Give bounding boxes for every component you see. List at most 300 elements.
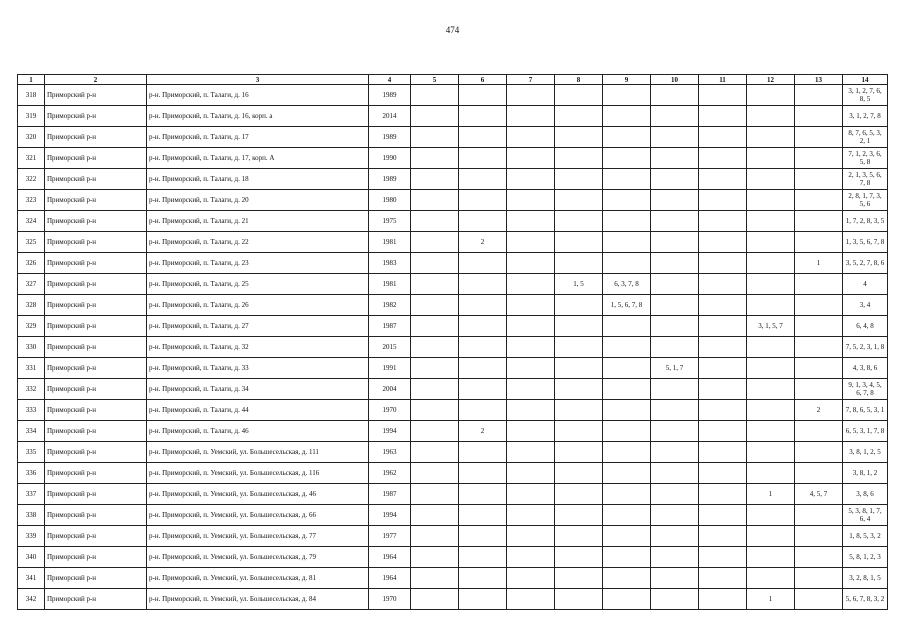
district-cell: Приморский р-н — [45, 568, 147, 589]
column-header-5: 5 — [411, 75, 459, 85]
address-cell: р-н. Приморский, п. Талаги, д. 25 — [147, 274, 369, 295]
col12-cell — [747, 85, 795, 106]
priority-cell: 3, 8, 1, 2, 5 — [843, 442, 888, 463]
col5-cell — [411, 400, 459, 421]
col13-cell: 2 — [795, 400, 843, 421]
col9-cell — [603, 505, 651, 526]
address-cell: р-н. Приморский, п. Талаги, д. 44 — [147, 400, 369, 421]
col11-cell — [699, 463, 747, 484]
column-header-3: 3 — [147, 75, 369, 85]
year-cell: 1977 — [369, 526, 411, 547]
row-number-cell: 330 — [18, 337, 45, 358]
district-cell: Приморский р-н — [45, 400, 147, 421]
col13-cell — [795, 169, 843, 190]
col7-cell — [507, 358, 555, 379]
district-cell: Приморский р-н — [45, 211, 147, 232]
address-cell: р-н. Приморский, п. Уемский, ул. Большесельская, д. 79 — [147, 547, 369, 568]
col11-cell — [699, 190, 747, 211]
col12-cell — [747, 463, 795, 484]
col11-cell — [699, 337, 747, 358]
col10-cell — [651, 442, 699, 463]
col13-cell — [795, 442, 843, 463]
col6-cell — [459, 337, 507, 358]
year-cell: 1962 — [369, 463, 411, 484]
district-cell: Приморский р-н — [45, 106, 147, 127]
col10-cell — [651, 379, 699, 400]
table-row — [18, 337, 888, 358]
col9-cell — [603, 358, 651, 379]
table-row — [18, 85, 888, 106]
col9-cell — [603, 568, 651, 589]
col5-cell — [411, 211, 459, 232]
col12-cell: 1 — [747, 484, 795, 505]
priority-cell: 3, 8, 6 — [843, 484, 888, 505]
col13-cell — [795, 211, 843, 232]
address-cell: р-н. Приморский, п. Талаги, д. 34 — [147, 379, 369, 400]
col6-cell — [459, 253, 507, 274]
col6-cell — [459, 379, 507, 400]
row-number-cell: 334 — [18, 421, 45, 442]
col5-cell — [411, 358, 459, 379]
col8-cell — [555, 568, 603, 589]
col13-cell — [795, 316, 843, 337]
col6-cell — [459, 568, 507, 589]
col11-cell — [699, 274, 747, 295]
year-cell: 1980 — [369, 190, 411, 211]
col12-cell — [747, 295, 795, 316]
col8-cell — [555, 211, 603, 232]
col13-cell — [795, 379, 843, 400]
col12-cell — [747, 568, 795, 589]
col12-cell — [747, 211, 795, 232]
row-number-cell: 327 — [18, 274, 45, 295]
col11-cell — [699, 127, 747, 148]
col8-cell — [555, 400, 603, 421]
priority-cell: 7, 5, 2, 3, 1, 8 — [843, 337, 888, 358]
col13-cell: 1 — [795, 253, 843, 274]
address-cell: р-н. Приморский, п. Талаги, д. 26 — [147, 295, 369, 316]
row-number-cell: 332 — [18, 379, 45, 400]
col10-cell — [651, 127, 699, 148]
priority-cell: 1, 8, 5, 3, 2 — [843, 526, 888, 547]
year-cell: 1981 — [369, 274, 411, 295]
col8-cell — [555, 421, 603, 442]
col7-cell — [507, 190, 555, 211]
year-cell: 1991 — [369, 358, 411, 379]
row-number-cell: 335 — [18, 442, 45, 463]
col8-cell — [555, 169, 603, 190]
col7-cell — [507, 106, 555, 127]
col9-cell — [603, 400, 651, 421]
table-row — [18, 379, 888, 400]
priority-cell: 6, 5, 3, 1, 7, 8 — [843, 421, 888, 442]
col6-cell — [459, 295, 507, 316]
col6-cell — [459, 463, 507, 484]
col11-cell — [699, 211, 747, 232]
address-cell: р-н. Приморский, п. Талаги, д. 20 — [147, 190, 369, 211]
col13-cell — [795, 274, 843, 295]
col9-cell — [603, 253, 651, 274]
priority-cell: 4 — [843, 274, 888, 295]
col5-cell — [411, 505, 459, 526]
col13-cell — [795, 505, 843, 526]
page-number: 474 — [445, 25, 460, 35]
row-number-cell: 331 — [18, 358, 45, 379]
col8-cell — [555, 295, 603, 316]
table-row — [18, 211, 888, 232]
col13-cell — [795, 295, 843, 316]
column-header-10: 10 — [651, 75, 699, 85]
district-cell: Приморский р-н — [45, 337, 147, 358]
table-row — [18, 127, 888, 148]
address-cell: р-н. Приморский, п. Уемский, ул. Большесельская, д. 66 — [147, 505, 369, 526]
column-header-2: 2 — [45, 75, 147, 85]
col9-cell — [603, 547, 651, 568]
col11-cell — [699, 400, 747, 421]
col9-cell — [603, 442, 651, 463]
col12-cell: 3, 1, 5, 7 — [747, 316, 795, 337]
col6-cell — [459, 505, 507, 526]
col11-cell — [699, 169, 747, 190]
col10-cell — [651, 589, 699, 610]
column-header-11: 11 — [699, 75, 747, 85]
year-cell: 2014 — [369, 106, 411, 127]
col13-cell — [795, 85, 843, 106]
row-number-cell: 333 — [18, 400, 45, 421]
district-cell: Приморский р-н — [45, 379, 147, 400]
priority-cell: 8, 7, 6, 5, 3, 2, 1 — [843, 127, 888, 148]
table-body — [18, 85, 888, 610]
table-row — [18, 253, 888, 274]
col10-cell — [651, 526, 699, 547]
col10-cell — [651, 400, 699, 421]
col8-cell — [555, 337, 603, 358]
table-row — [18, 505, 888, 526]
col6-cell — [459, 589, 507, 610]
col5-cell — [411, 337, 459, 358]
col10-cell — [651, 148, 699, 169]
col6-cell — [459, 127, 507, 148]
priority-cell: 3, 2, 8, 1, 5 — [843, 568, 888, 589]
address-cell: р-н. Приморский, п. Уемский, ул. Большесельская, д. 116 — [147, 463, 369, 484]
col12-cell — [747, 547, 795, 568]
table-row — [18, 400, 888, 421]
table-row — [18, 148, 888, 169]
header-row — [18, 75, 888, 85]
col8-cell — [555, 463, 603, 484]
priority-cell: 3, 1, 2, 7, 8 — [843, 106, 888, 127]
col10-cell — [651, 337, 699, 358]
col10-cell — [651, 484, 699, 505]
col13-cell — [795, 106, 843, 127]
col6-cell — [459, 484, 507, 505]
district-cell: Приморский р-н — [45, 295, 147, 316]
table-row — [18, 568, 888, 589]
col7-cell — [507, 379, 555, 400]
col11-cell — [699, 547, 747, 568]
district-cell: Приморский р-н — [45, 85, 147, 106]
col5-cell — [411, 190, 459, 211]
column-header-13: 13 — [795, 75, 843, 85]
col12-cell — [747, 190, 795, 211]
year-cell: 1982 — [369, 295, 411, 316]
district-cell: Приморский р-н — [45, 358, 147, 379]
table-row — [18, 169, 888, 190]
col9-cell — [603, 127, 651, 148]
column-header-7: 7 — [507, 75, 555, 85]
col12-cell — [747, 127, 795, 148]
col10-cell — [651, 505, 699, 526]
col11-cell — [699, 295, 747, 316]
col8-cell — [555, 148, 603, 169]
col8-cell: 1, 5 — [555, 274, 603, 295]
district-cell: Приморский р-н — [45, 232, 147, 253]
year-cell: 1990 — [369, 148, 411, 169]
row-number-cell: 321 — [18, 148, 45, 169]
col13-cell: 4, 5, 7 — [795, 484, 843, 505]
table-row — [18, 106, 888, 127]
col12-cell — [747, 358, 795, 379]
col13-cell — [795, 547, 843, 568]
column-header-4: 4 — [369, 75, 411, 85]
col8-cell — [555, 316, 603, 337]
year-cell: 1975 — [369, 211, 411, 232]
col12-cell: 1 — [747, 589, 795, 610]
col6-cell — [459, 316, 507, 337]
col5-cell — [411, 274, 459, 295]
table-row — [18, 316, 888, 337]
table-row — [18, 295, 888, 316]
priority-cell: 2, 1, 3, 5, 6, 7, 8 — [843, 169, 888, 190]
col6-cell — [459, 169, 507, 190]
col9-cell — [603, 190, 651, 211]
address-cell: р-н. Приморский, п. Талаги, д. 18 — [147, 169, 369, 190]
col6-cell — [459, 400, 507, 421]
col11-cell — [699, 589, 747, 610]
col9-cell — [603, 589, 651, 610]
col11-cell — [699, 358, 747, 379]
column-header-8: 8 — [555, 75, 603, 85]
priority-cell: 7, 8, 6, 5, 3, 1 — [843, 400, 888, 421]
district-cell: Приморский р-н — [45, 463, 147, 484]
col7-cell — [507, 295, 555, 316]
row-number-cell: 326 — [18, 253, 45, 274]
table-row — [18, 589, 888, 610]
col11-cell — [699, 148, 747, 169]
col10-cell — [651, 190, 699, 211]
col13-cell — [795, 589, 843, 610]
district-cell: Приморский р-н — [45, 547, 147, 568]
district-cell: Приморский р-н — [45, 484, 147, 505]
col8-cell — [555, 358, 603, 379]
col6-cell: 2 — [459, 232, 507, 253]
col9-cell — [603, 421, 651, 442]
col10-cell — [651, 421, 699, 442]
table-row — [18, 484, 888, 505]
col7-cell — [507, 316, 555, 337]
district-cell: Приморский р-н — [45, 589, 147, 610]
address-cell: р-н. Приморский, п. Талаги, д. 33 — [147, 358, 369, 379]
year-cell: 1994 — [369, 421, 411, 442]
col13-cell — [795, 526, 843, 547]
col7-cell — [507, 463, 555, 484]
col7-cell — [507, 85, 555, 106]
year-cell: 1989 — [369, 85, 411, 106]
col11-cell — [699, 442, 747, 463]
table-row — [18, 274, 888, 295]
col11-cell — [699, 568, 747, 589]
col6-cell — [459, 358, 507, 379]
col6-cell — [459, 274, 507, 295]
row-number-cell: 339 — [18, 526, 45, 547]
priority-cell: 1, 7, 2, 8, 3, 5 — [843, 211, 888, 232]
address-cell: р-н. Приморский, п. Уемский, ул. Большесельская, д. 84 — [147, 589, 369, 610]
col7-cell — [507, 442, 555, 463]
table-row — [18, 442, 888, 463]
col12-cell — [747, 274, 795, 295]
priority-cell: 1, 3, 5, 6, 7, 8 — [843, 232, 888, 253]
address-cell: р-н. Приморский, п. Талаги, д. 16 — [147, 85, 369, 106]
col5-cell — [411, 484, 459, 505]
table-row — [18, 547, 888, 568]
col8-cell — [555, 127, 603, 148]
year-cell: 1963 — [369, 442, 411, 463]
col7-cell — [507, 526, 555, 547]
col11-cell — [699, 232, 747, 253]
col12-cell — [747, 379, 795, 400]
district-cell: Приморский р-н — [45, 190, 147, 211]
col8-cell — [555, 589, 603, 610]
col7-cell — [507, 421, 555, 442]
col6-cell — [459, 148, 507, 169]
col12-cell — [747, 505, 795, 526]
year-cell: 2004 — [369, 379, 411, 400]
housing-registry-table — [17, 74, 888, 610]
address-cell: р-н. Приморский, п. Уемский, ул. Большесельская, д. 111 — [147, 442, 369, 463]
col6-cell — [459, 442, 507, 463]
col11-cell — [699, 505, 747, 526]
col5-cell — [411, 379, 459, 400]
col8-cell — [555, 379, 603, 400]
col6-cell — [459, 85, 507, 106]
col6-cell — [459, 547, 507, 568]
district-cell: Приморский р-н — [45, 526, 147, 547]
col9-cell — [603, 337, 651, 358]
col9-cell — [603, 211, 651, 232]
row-number-cell: 323 — [18, 190, 45, 211]
priority-cell: 3, 1, 2, 7, 6, 8, 5 — [843, 85, 888, 106]
col9-cell: 6, 3, 7, 8 — [603, 274, 651, 295]
col5-cell — [411, 421, 459, 442]
row-number-cell: 325 — [18, 232, 45, 253]
year-cell: 1983 — [369, 253, 411, 274]
column-header-9: 9 — [603, 75, 651, 85]
row-number-cell: 320 — [18, 127, 45, 148]
year-cell: 1970 — [369, 589, 411, 610]
address-cell: р-н. Приморский, п. Талаги, д. 21 — [147, 211, 369, 232]
district-cell: Приморский р-н — [45, 148, 147, 169]
district-cell: Приморский р-н — [45, 127, 147, 148]
col8-cell — [555, 484, 603, 505]
col10-cell — [651, 253, 699, 274]
col8-cell — [555, 547, 603, 568]
col11-cell — [699, 421, 747, 442]
col13-cell — [795, 190, 843, 211]
row-number-cell: 322 — [18, 169, 45, 190]
col7-cell — [507, 211, 555, 232]
row-number-cell: 342 — [18, 589, 45, 610]
row-number-cell: 340 — [18, 547, 45, 568]
priority-cell: 3, 8, 1, 2 — [843, 463, 888, 484]
table-row — [18, 232, 888, 253]
year-cell: 1987 — [369, 316, 411, 337]
address-cell: р-н. Приморский, п. Уемский, ул. Большесельская, д. 81 — [147, 568, 369, 589]
col5-cell — [411, 442, 459, 463]
col9-cell — [603, 316, 651, 337]
col12-cell — [747, 253, 795, 274]
col7-cell — [507, 547, 555, 568]
table-row — [18, 463, 888, 484]
priority-cell: 5, 6, 7, 8, 3, 2 — [843, 589, 888, 610]
col11-cell — [699, 379, 747, 400]
col8-cell — [555, 526, 603, 547]
year-cell: 1964 — [369, 547, 411, 568]
col5-cell — [411, 253, 459, 274]
district-cell: Приморский р-н — [45, 169, 147, 190]
col10-cell — [651, 169, 699, 190]
priority-cell: 4, 3, 8, 6 — [843, 358, 888, 379]
col13-cell — [795, 568, 843, 589]
col8-cell — [555, 190, 603, 211]
col5-cell — [411, 232, 459, 253]
col5-cell — [411, 589, 459, 610]
col12-cell — [747, 526, 795, 547]
table-row — [18, 526, 888, 547]
col5-cell — [411, 316, 459, 337]
column-header-1: 1 — [18, 75, 45, 85]
col7-cell — [507, 253, 555, 274]
col12-cell — [747, 232, 795, 253]
col5-cell — [411, 568, 459, 589]
address-cell: р-н. Приморский, п. Талаги, д. 23 — [147, 253, 369, 274]
col5-cell — [411, 169, 459, 190]
priority-cell: 2, 8, 1, 7, 3, 5, 6 — [843, 190, 888, 211]
col11-cell — [699, 106, 747, 127]
priority-cell: 9, 1, 3, 4, 5, 6, 7, 8 — [843, 379, 888, 400]
col13-cell — [795, 421, 843, 442]
col8-cell — [555, 442, 603, 463]
priority-cell: 5, 3, 8, 1, 7, 6, 4 — [843, 505, 888, 526]
col13-cell — [795, 127, 843, 148]
year-cell: 1994 — [369, 505, 411, 526]
col9-cell — [603, 106, 651, 127]
column-header-14: 14 — [843, 75, 888, 85]
col13-cell — [795, 358, 843, 379]
col11-cell — [699, 253, 747, 274]
col7-cell — [507, 568, 555, 589]
col10-cell — [651, 547, 699, 568]
col7-cell — [507, 589, 555, 610]
district-cell: Приморский р-н — [45, 442, 147, 463]
col12-cell — [747, 442, 795, 463]
district-cell: Приморский р-н — [45, 274, 147, 295]
col6-cell — [459, 526, 507, 547]
col10-cell: 5, 1, 7 — [651, 358, 699, 379]
col7-cell — [507, 274, 555, 295]
col6-cell — [459, 211, 507, 232]
col10-cell — [651, 85, 699, 106]
year-cell: 1989 — [369, 127, 411, 148]
